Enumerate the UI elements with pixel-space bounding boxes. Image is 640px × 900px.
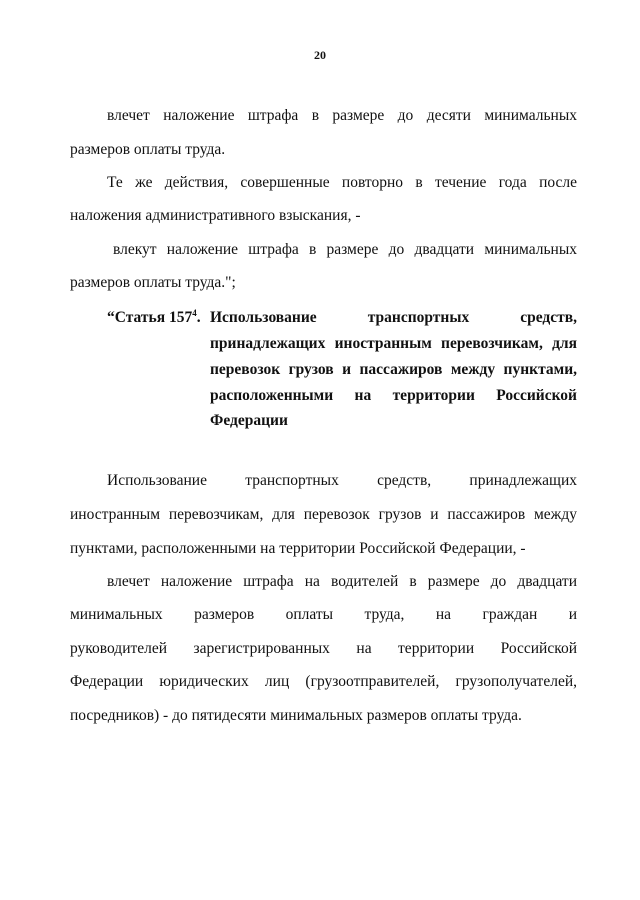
article-label-prefix: “Статья 157 — [107, 309, 193, 326]
article-title-line-4: расположенными на территории Российской — [210, 387, 577, 404]
article-title-line-5: Федерации — [210, 412, 288, 429]
article-label-suffix: . — [196, 309, 201, 326]
body-line-4: наложения административного взыскания, - — [70, 207, 361, 224]
body-line-1: влечет наложение штрафа в размере до десяти минимальных — [107, 107, 577, 124]
body-line-6: размеров оплаты труда."; — [70, 274, 236, 291]
article-label — [107, 308, 201, 328]
article-body-line-4: влечет наложение штрафа на водителей в размере до двадцати — [107, 573, 577, 590]
body-line-5: влекут наложение штрафа в размере до двадцати минимальных — [113, 241, 577, 258]
article-body-line-8: посредников) - до пятидесяти минимальных размеров оплаты труда. — [70, 707, 522, 724]
body-line-2: размеров оплаты труда. — [70, 141, 226, 158]
article-label-superscript: 4 — [192, 307, 197, 318]
body-line-3: Те же действия, совершенные повторно в течение года после — [107, 174, 577, 191]
article-body-line-2: иностранным перевозчикам, для перевозок грузов и пассажиров между — [70, 506, 577, 523]
article-body-line-1: Использование транспортных средств, принадлежащих — [107, 472, 577, 489]
article-body-line-7: Федерации юридических лиц (грузоотправителей, грузополучателей, — [70, 673, 577, 690]
article-title-line-3: перевозок грузов и пассажиров между пунктами, — [210, 361, 577, 378]
article-body-line-3: пунктами, расположенными на территории Российской Федерации, - — [70, 540, 526, 557]
article-title-line-2: принадлежащих иностранным перевозчикам, для — [210, 335, 577, 352]
page-number: 20 — [314, 48, 326, 62]
article-title-line-1: Использование транспортных средств, — [210, 309, 577, 326]
article-body-line-6: руководителей зарегистрированных на территории Российской — [70, 640, 577, 657]
article-body-line-5: минимальных размеров оплаты труда, на граждан и — [70, 606, 577, 623]
